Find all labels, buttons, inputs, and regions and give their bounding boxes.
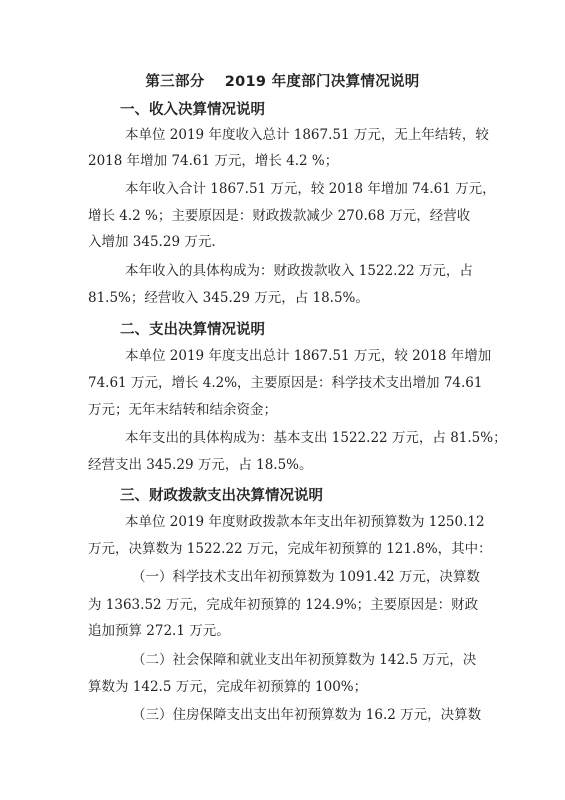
- paragraph-line: 为 1363.52 万元，完成年初预算的 124.9%；主要原因是：财政: [88, 597, 479, 613]
- paragraph-line: 2018 年增加 74.61 万元，增长 4.2 %；: [88, 153, 339, 169]
- paragraph-line: （三）住房保障支出支出年初预算数为 16.2 万元，决算数: [132, 707, 482, 723]
- section-heading-fiscal-appropriation: 三、财政拨款支出决算情况说明: [120, 488, 323, 504]
- paragraph-line: 本单位 2019 年度支出总计 1867.51 万元，较 2018 年增加: [125, 348, 492, 364]
- paragraph-line: 算数为 142.5 万元，完成年初预算的 100%；: [88, 679, 368, 695]
- paragraph-line: 追加预算 272.1 万元。: [88, 623, 230, 639]
- paragraph-line: （二）社会保障和就业支出年初预算数为 142.5 万元，决: [132, 652, 477, 668]
- paragraph-line: 本年收入合计 1867.51 万元，较 2018 年增加 74.61 万元，: [125, 181, 496, 197]
- paragraph-line: 81.5%；经营收入 345.29 万元，占 18.5%。: [88, 290, 369, 306]
- paragraph-line: 万元；无年末结转和结余资金；: [88, 402, 277, 418]
- paragraph-line: 增长 4.2 %；主要原因是：财政拨款减少 270.68 万元，经营收: [88, 208, 471, 224]
- paragraph-line: 经营支出 345.29 万元，占 18.5%。: [88, 457, 313, 473]
- paragraph-line: 本年支出的具体构成为：基本支出 1522.22 万元，占 81.5%；: [125, 430, 507, 446]
- paragraph-line: 本单位 2019 年度收入总计 1867.51 万元，无上年结转，较: [125, 127, 489, 143]
- paragraph-line: （一）科学技术支出年初预算数为 1091.42 万元，决算数: [132, 569, 480, 585]
- paragraph-line: 本年收入的具体构成为：财政拨款收入 1522.22 万元，占: [125, 263, 473, 279]
- paragraph-line: 万元，决算数为 1522.22 万元，完成年初预算的 121.8%，其中：: [88, 541, 492, 557]
- section-heading-expenditure: 二、支出决算情况说明: [120, 322, 265, 338]
- paragraph-line: 74.61 万元，增长 4.2%，主要原因是：科学技术支出增加 74.61: [88, 375, 483, 391]
- paragraph-line: 入增加 345.29 万元.: [88, 234, 216, 250]
- page-title: 第三部分 2019 年度部门决算情况说明: [145, 74, 420, 90]
- section-heading-income: 一、收入决算情况说明: [120, 102, 265, 118]
- paragraph-line: 本单位 2019 年度财政拨款本年支出年初预算数为 1250.12: [125, 514, 485, 530]
